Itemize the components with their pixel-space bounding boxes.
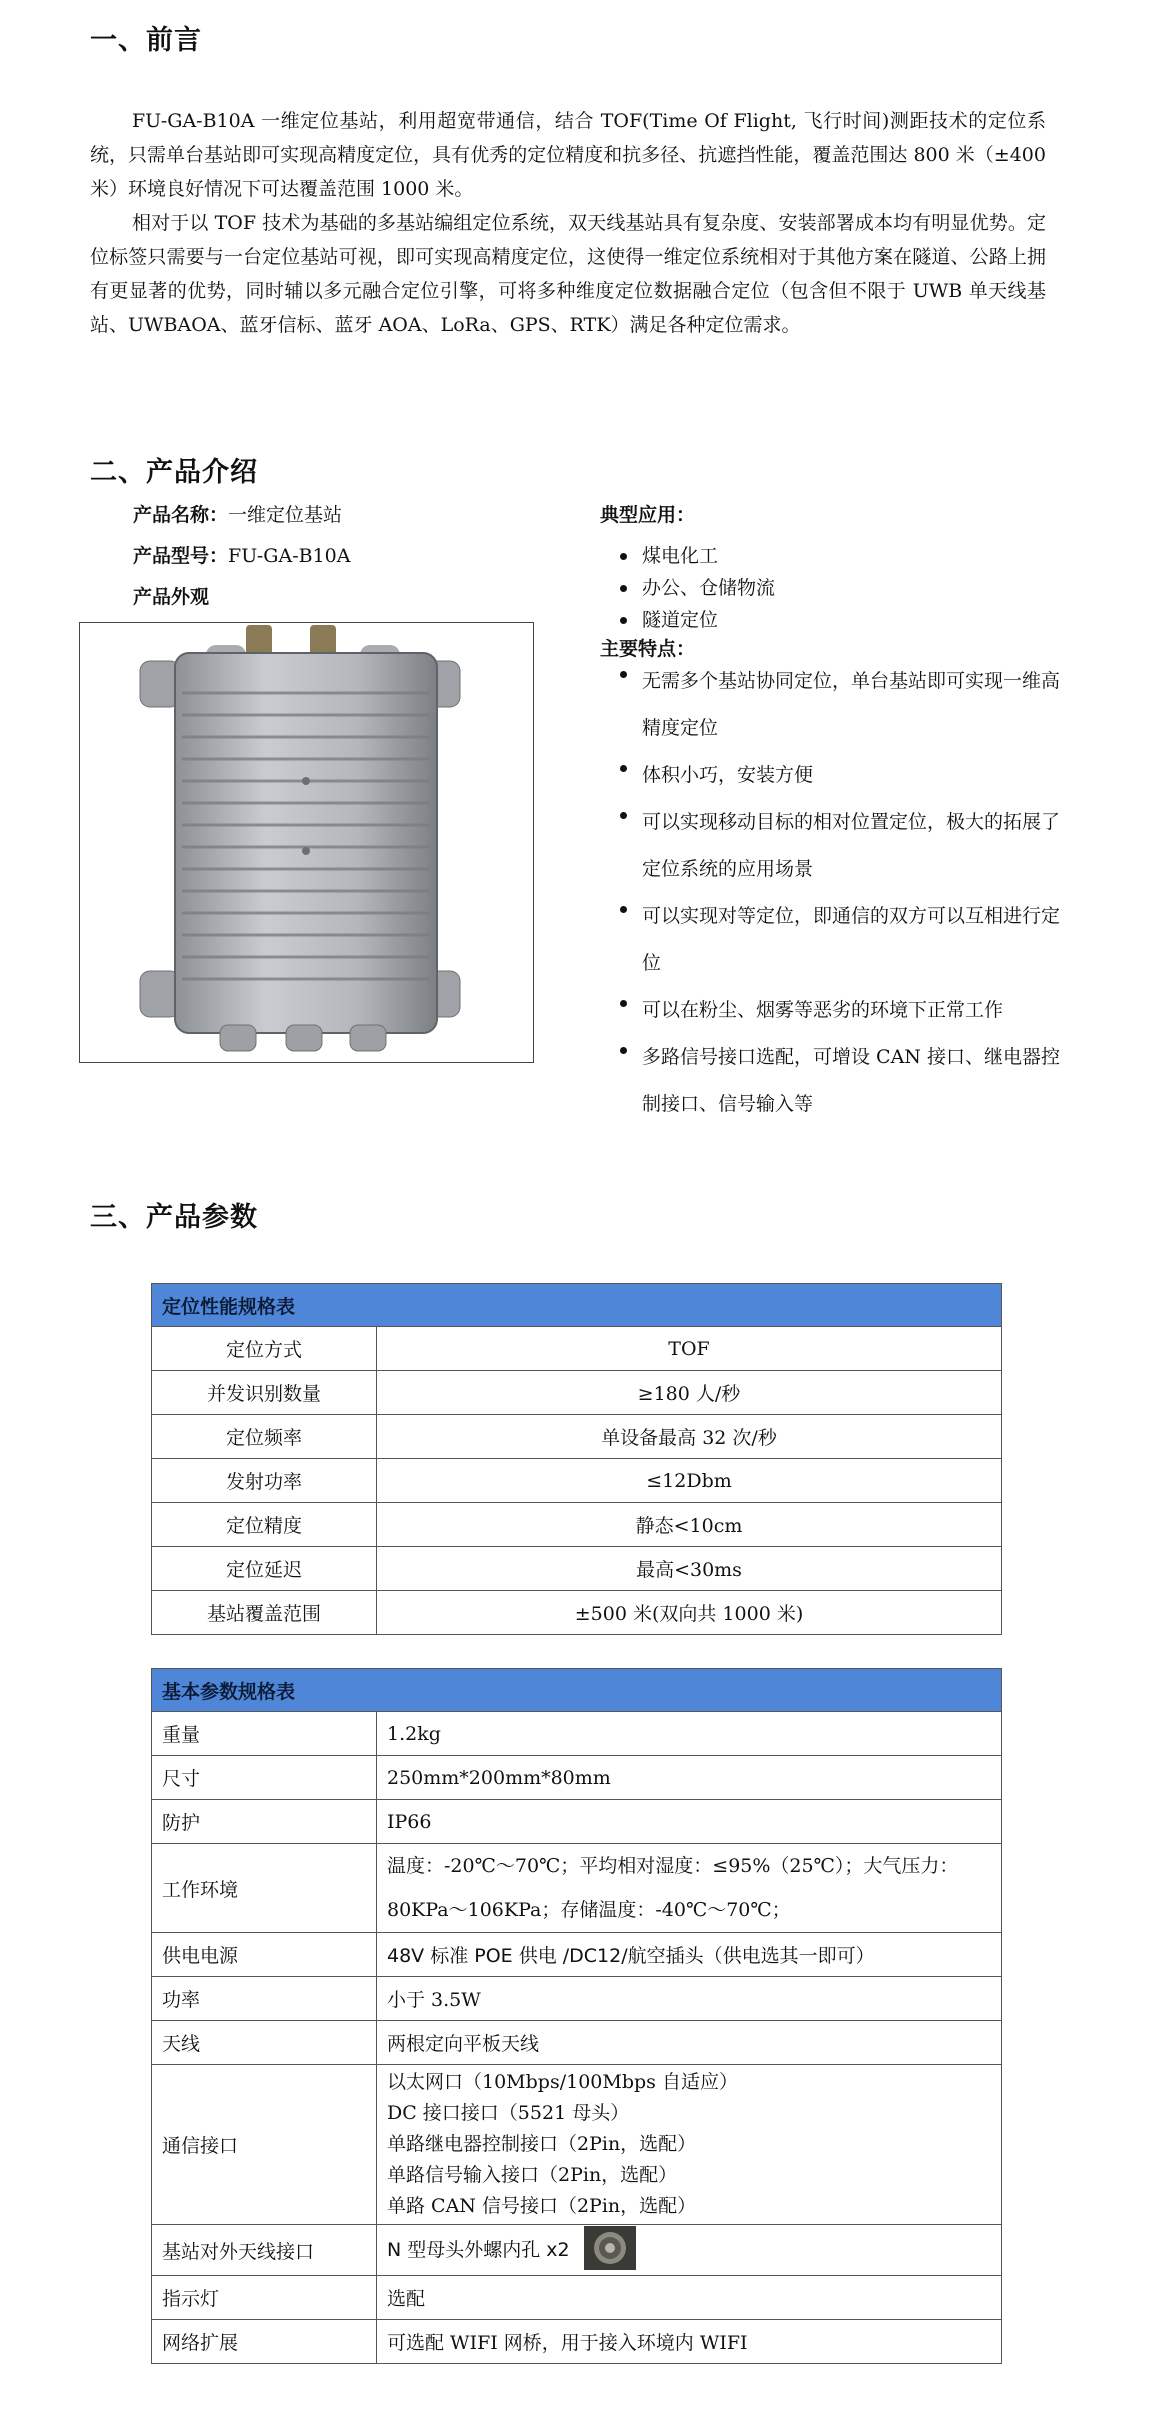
table-cell-value: ≤12Dbm	[377, 1459, 1002, 1503]
table-header: 定位性能规格表	[152, 1284, 1002, 1327]
list-item: 煤电化工	[620, 540, 775, 572]
table-cell-value: IP66	[377, 1800, 1002, 1844]
comm-line: 以太网口（10Mbps/100Mbps 自适应）	[387, 2071, 738, 2093]
table-cell-value: 两根定向平板天线	[377, 2021, 1002, 2065]
table-row	[152, 1503, 1002, 1547]
comm-line: 单路继电器控制接口（2Pin，选配）	[387, 2133, 697, 2155]
table-cell-value: ±500 米(双向共 1000 米)	[377, 1591, 1002, 1635]
table-cell-key: 定位延迟	[152, 1547, 377, 1591]
product-name-value: 一维定位基站	[228, 504, 343, 526]
table-cell-value: 单设备最高 32 次/秒	[377, 1415, 1002, 1459]
table-cell-value	[377, 2225, 1002, 2276]
table-cell-value: ≥180 人/秒	[377, 1371, 1002, 1415]
table-cell-key: 基站覆盖范围	[152, 1591, 377, 1635]
table-cell-value: 1.2kg	[377, 1712, 1002, 1756]
ext-antenna-text: N 型母头外螺内孔 x2	[387, 2238, 570, 2261]
table-row	[152, 2021, 1002, 2065]
table-row	[152, 1547, 1002, 1591]
list-item: 体积小巧，安装方便	[620, 752, 1075, 799]
table-cell-key: 网络扩展	[152, 2320, 377, 2364]
product-appearance-row	[133, 582, 209, 609]
typical-apps-label: 典型应用：	[600, 504, 696, 526]
table-cell-key: 并发识别数量	[152, 1371, 377, 1415]
table-cell-key: 天线	[152, 2021, 377, 2065]
table-cell-key: 发射功率	[152, 1459, 377, 1503]
product-name-label: 产品名称：	[133, 504, 229, 526]
table-cell-key: 功率	[152, 1977, 377, 2021]
table-cell-value: 250mm*200mm*80mm	[377, 1756, 1002, 1800]
preface-paragraph-1: FU-GA-B10A 一维定位基站，利用超宽带通信，结合 TOF(Time Of Flight, 飞行时间)测距技术的定位系统，只需单台基站即可实现高精度定位，具有优秀的定位精度和抗多径、抗遮挡性能，覆盖范围达 800 米（±400 米）环境良好情况下可达覆盖范围 1000 米。	[90, 110, 1046, 200]
table-cell-key: 指示灯	[152, 2276, 377, 2320]
table-cell-key: 供电电源	[152, 1933, 377, 1977]
table-cell-value: 48V 标准 POE 供电 /DC12/航空插头（供电选其一即可）	[377, 1933, 1002, 1977]
product-model-row	[133, 541, 350, 568]
table-row	[152, 1756, 1002, 1800]
product-name-row	[133, 500, 342, 527]
list-item: 无需多个基站协同定位，单台基站即可实现一维高精度定位	[620, 658, 1075, 752]
table-row	[152, 1591, 1002, 1635]
table-row	[152, 1800, 1002, 1844]
list-item: 隧道定位	[620, 604, 775, 636]
features-label: 主要特点：	[600, 638, 696, 660]
product-model-label: 产品型号：	[133, 545, 229, 567]
table-row	[152, 1327, 1002, 1371]
table-cell-value: 小于 3.5W	[377, 1977, 1002, 2021]
table-cell-key: 重量	[152, 1712, 377, 1756]
table-cell-value	[377, 1844, 1002, 1933]
n-type-connector-icon	[584, 2226, 636, 2275]
table-row	[152, 1712, 1002, 1756]
table-header: 基本参数规格表	[152, 1669, 1002, 1712]
comm-line: 单路 CAN 信号接口（2Pin，选配）	[387, 2195, 697, 2217]
env-line: 温度：-20℃～70℃；平均相对湿度：≤95%（25℃）；大气压力：	[387, 1855, 959, 1877]
table-cell-key: 定位频率	[152, 1415, 377, 1459]
table-row	[152, 1844, 1002, 1933]
table-row	[152, 1459, 1002, 1503]
table-cell-key: 通信接口	[152, 2065, 377, 2225]
product-model-value: FU-GA-B10A	[228, 545, 351, 567]
table-row	[152, 1977, 1002, 2021]
positioning-spec-table	[151, 1283, 1002, 1635]
product-appearance-label: 产品外观	[133, 586, 210, 608]
table-cell-value	[377, 2065, 1002, 2225]
list-item: 可以实现移动目标的相对位置定位，极大的拓展了定位系统的应用场景	[620, 799, 1075, 893]
table-cell-value: 选配	[377, 2276, 1002, 2320]
basic-spec-table	[151, 1668, 1002, 2364]
table-row	[152, 1371, 1002, 1415]
env-line: 80KPa～106KPa；存储温度：-40℃～70℃；	[387, 1899, 791, 1921]
table-cell-value: 静态<10cm	[377, 1503, 1002, 1547]
list-item: 多路信号接口选配，可增设 CAN 接口、继电器控制接口、信号输入等	[620, 1034, 1075, 1128]
table-cell-value: 可选配 WIFI 网桥，用于接入环境内 WIFI	[377, 2320, 1002, 2364]
typical-apps-list	[620, 540, 775, 636]
product-photo	[79, 622, 534, 1063]
table-cell-value: 最高<30ms	[377, 1547, 1002, 1591]
table-cell-key: 基站对外天线接口	[152, 2225, 377, 2276]
comm-line: DC 接口接口（5521 母头）	[387, 2102, 630, 2124]
section-title-product-params: 三、产品参数	[90, 1202, 258, 1233]
table-cell-key: 防护	[152, 1800, 377, 1844]
features-list	[620, 658, 1075, 1128]
comm-line: 单路信号输入接口（2Pin，选配）	[387, 2164, 678, 2186]
table-row	[152, 1415, 1002, 1459]
table-row	[152, 2320, 1002, 2364]
table-cell-key: 工作环境	[152, 1844, 377, 1933]
table-cell-key: 定位精度	[152, 1503, 377, 1547]
list-item: 可以在粉尘、烟雾等恶劣的环境下正常工作	[620, 987, 1075, 1034]
table-row	[152, 2225, 1002, 2276]
table-row	[152, 2276, 1002, 2320]
preface-paragraph-2: 相对于以 TOF 技术为基础的多基站编组定位系统，双天线基站具有复杂度、安装部署成本均有明显优势。定位标签只需要与一台定位基站可视，即可实现高精度定位，这使得一维定位系统相对于其他方案在隧道、公路上拥有更显著的优势，同时辅以多元融合定位引擎，可将多种维度定位数据融合定位（包含但不限于 UWB 单天线基站、UWBAOA、蓝牙信标、蓝牙 AOA、LoRa、GPS、RTK）满足各种定位需求。	[90, 212, 1046, 336]
table-cell-key: 尺寸	[152, 1756, 377, 1800]
list-item: 可以实现对等定位，即通信的双方可以互相进行定位	[620, 893, 1075, 987]
list-item: 办公、仓储物流	[620, 572, 775, 604]
table-cell-value: TOF	[377, 1327, 1002, 1371]
section-title-product-intro: 二、产品介绍	[90, 457, 258, 488]
table-row	[152, 1933, 1002, 1977]
table-cell-key: 定位方式	[152, 1327, 377, 1371]
section-title-preface: 一、前言	[90, 25, 202, 56]
table-row	[152, 2065, 1002, 2225]
